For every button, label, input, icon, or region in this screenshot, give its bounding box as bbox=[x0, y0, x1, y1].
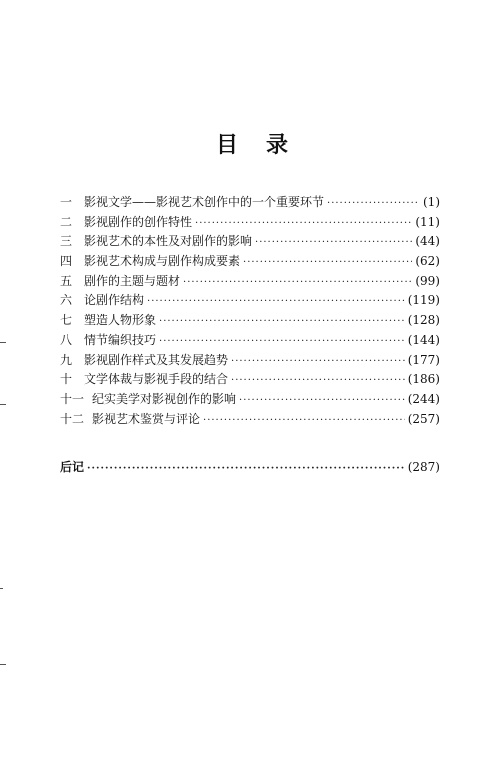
scan-mark bbox=[0, 588, 3, 589]
chapter-title: 情节编织技巧 bbox=[84, 332, 157, 347]
dot-leader bbox=[239, 391, 405, 411]
title-char-2: 录 bbox=[266, 133, 289, 158]
toc-entry-4 bbox=[60, 252, 440, 272]
toc-entry-postscript bbox=[60, 458, 440, 478]
chapter-title: 影视艺术的本性及对剧作的影响 bbox=[84, 234, 253, 249]
scan-mark bbox=[0, 404, 6, 405]
dot-leader bbox=[231, 352, 405, 372]
dot-leader bbox=[159, 312, 405, 332]
page-number: (44) bbox=[415, 234, 440, 249]
chapter-number: 二 bbox=[60, 214, 73, 229]
chapter-title: 论剧作结构 bbox=[84, 293, 145, 308]
page-number: (1) bbox=[423, 195, 440, 209]
scan-mark bbox=[0, 664, 6, 665]
chapter-title: 影视剧作的创作特性 bbox=[84, 214, 193, 229]
toc-entry-5 bbox=[60, 272, 440, 292]
toc-entry-1 bbox=[60, 193, 440, 213]
chapter-number: 十二 bbox=[60, 411, 85, 426]
chapter-number: 十 bbox=[60, 372, 73, 387]
toc-entry-8 bbox=[60, 331, 440, 351]
dot-leader bbox=[159, 332, 405, 352]
page-number: (99) bbox=[415, 273, 440, 288]
toc-entry-10 bbox=[60, 370, 440, 390]
page-number: (62) bbox=[415, 254, 440, 269]
dot-leader bbox=[195, 214, 412, 234]
dot-leader bbox=[147, 292, 405, 312]
chapter-title: 塑造人物形象 bbox=[84, 313, 157, 328]
chapter-number: 三 bbox=[60, 234, 73, 249]
chapter-number: 七 bbox=[60, 313, 73, 328]
toc-entry-2 bbox=[60, 213, 440, 233]
chapter-number: 六 bbox=[60, 293, 73, 308]
toc-entry-7 bbox=[60, 311, 440, 331]
page-title bbox=[0, 128, 504, 159]
page-number: (257) bbox=[407, 411, 440, 426]
chapter-title: 文学体裁与影视手段的结合 bbox=[84, 372, 229, 387]
toc-entry-3 bbox=[60, 232, 440, 252]
postscript-title: 后记 bbox=[60, 460, 85, 475]
chapter-number: 八 bbox=[60, 332, 73, 347]
chapter-number: 一 bbox=[60, 195, 73, 209]
dot-leader bbox=[203, 411, 405, 431]
dot-leader bbox=[231, 371, 405, 391]
chapter-number: 十一 bbox=[60, 391, 85, 406]
page-number: (128) bbox=[407, 313, 440, 328]
chapter-title: 影视艺术构成与剧作构成要素 bbox=[84, 254, 241, 269]
title-char-1: 目 bbox=[215, 133, 238, 158]
chapter-title: 影视文学——影视艺术创作中的一个重要环节 bbox=[84, 195, 325, 209]
chapter-number: 四 bbox=[60, 254, 73, 269]
dot-leader bbox=[243, 253, 412, 273]
toc-entry-6 bbox=[60, 291, 440, 311]
toc-entry-9 bbox=[60, 351, 440, 371]
page-number: (186) bbox=[407, 372, 440, 387]
chapter-title: 影视艺术鉴赏与评论 bbox=[92, 411, 201, 426]
chapter-title: 纪实美学对影视创作的影响 bbox=[92, 391, 237, 406]
dot-leader bbox=[87, 459, 405, 479]
page-number: (177) bbox=[407, 352, 440, 367]
page-number: (244) bbox=[407, 391, 440, 406]
chapter-title: 剧作的主题与题材 bbox=[84, 273, 181, 288]
toc-entry-11 bbox=[60, 390, 440, 410]
chapter-number: 五 bbox=[60, 273, 73, 288]
toc-entry-12 bbox=[60, 410, 440, 430]
table-of-contents bbox=[60, 193, 440, 478]
page-number: (119) bbox=[407, 293, 440, 308]
chapter-title: 影视剧作样式及其发展趋势 bbox=[84, 352, 229, 367]
page-number: (11) bbox=[415, 214, 440, 229]
page-number: (144) bbox=[407, 332, 440, 347]
scan-mark bbox=[0, 342, 6, 343]
page-number: (287) bbox=[407, 460, 440, 475]
chapter-number: 九 bbox=[60, 352, 73, 367]
dot-leader bbox=[255, 233, 412, 253]
dot-leader bbox=[327, 194, 420, 214]
dot-leader bbox=[183, 273, 412, 293]
